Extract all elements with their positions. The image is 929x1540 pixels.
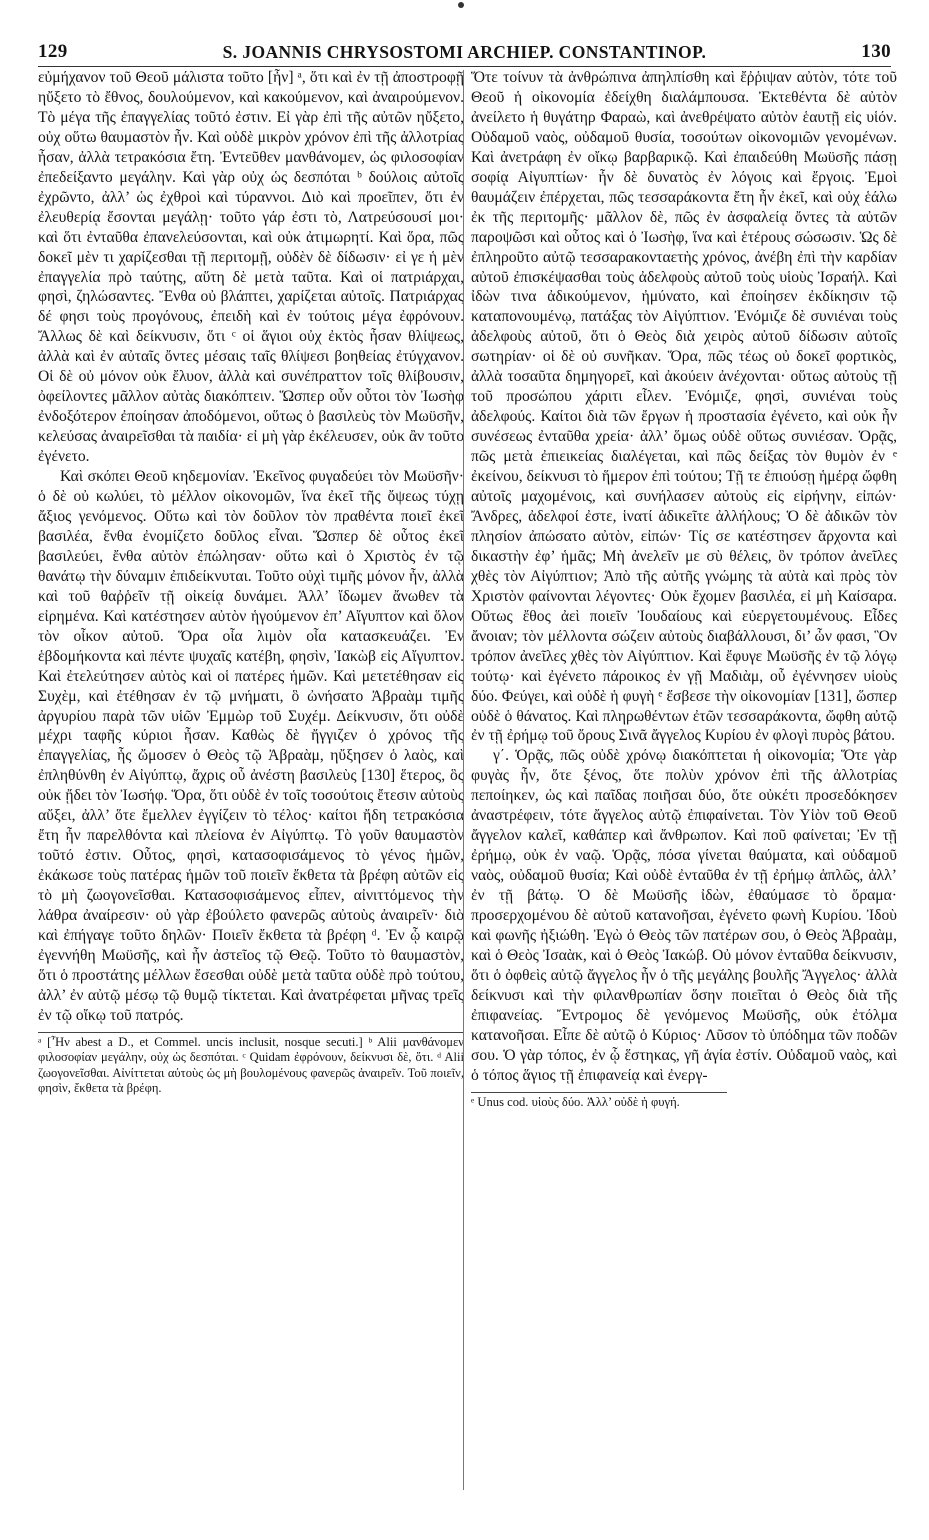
ink-dot xyxy=(458,2,464,8)
running-title: S. JOANNIS CHRYSOSTOMI ARCHIEP. CONSTANTINOP. xyxy=(222,41,707,62)
running-header xyxy=(38,38,891,66)
left-paragraph-1: εὐμήχανον τοῦ Θεοῦ μάλιστα τοῦτο [ἦν] ᵃ, ὅτι καὶ ἐν τῇ ἀποστροφῇ ηὔξετο τὸ ἔθνος, δουλούμενον, καὶ κακούμενον, καὶ ἀναιρούμενον. Τὸ μέγα τῆς ἐπαγγελίας τοῦτό ἐστιν. Εἰ γὰρ ἐπὶ τῆς αὐτῶν ηὔξετο, οὐχ οὕτω θαυμαστὸν ἦν. Καὶ οὐδὲ μικρὸν χρόνον ἐπὶ τῆς ἀλλοτρίας ἦσαν, ἀλλὰ τετρακόσια ἔτη. Ἐντεῦθεν μανθάνομεν, ὡς φιλοσοφίαν ἐπεδείξαντο μεγάλην. Καὶ γὰρ οὐχ ὡς δεσπόται ᵇ δούλοις αὐτοῖς ἐχρῶντο, ἀλλ’ ὡς ἐχθροὶ καὶ τύραννοι. Διὸ καὶ προεῖπεν, ὅτι ἐν ἐλευθερίᾳ ἔσονται μεγάλῃ· τοῦτο γάρ ἐστι τὸ, Λατρεύσουσί μοι· καὶ ὅτι ἐνταῦθα ἐπανελεύσονται, καὶ οὐκ ἀτιμωρητί. Καὶ ὅρα, πῶς δοκεῖ μὲν τι χαρίζεσθαι τῇ περιτομῇ, οὐδὲν δὲ δίδωσιν· εἰ γε ἡ μὲν ἐπαγγελία πρὸ ταύτης, αὕτη δὲ μετὰ ταῦτα. Καὶ οἱ πατριάρχαι, φησὶ, ζηλώσαντες. Ἔνθα οὐ βλάπτει, χαρίζεται αὐτοῖς. Πατριάρχας δέ φησι τοὺς προγόνους, ἐπειδὴ καὶ ἐν τούτοις μέγα ἐφρόνουν. Ἄλλως δὲ καὶ δείκνυσιν, ὅτι ᶜ οἱ ἅγιοι οὐχ ἐκτὸς ἦσαν θλίψεως, ἀλλὰ καὶ ἐν αὐταῖς ὄντες μέσαις ταῖς θλίψεσι βοηθείας ἐτύγχανον. Οἱ δὲ οὐ μόνον οὐκ ἔλυον, ἀλλὰ καὶ συνέπραττον τοῖς θλίβουσιν, ὀφείλοντες μᾶλλον αὐτὰς διακόπτειν. Ὥσπερ οὖν οὗτοι τὸν Ἰωσὴφ ἐνδοξότερον ἐποίησαν ἀποδόμενοι, οὕτως ὁ βασιλεὺς τὸν Μωϋσῆν, κελεύσας ἀναιρεῖσθαι τὰ παιδία· εἰ μὴ γὰρ ἐκέλευσεν, οὐκ ἂν τοῦτο ἐγένετο. xyxy=(38,69,464,466)
left-footnote-1: ᵃ [Ἦν abest a D., et Commel. uncis inclusit, nosque secuti.] ᵇ Alii μανθάνομεν φιλοσοφίαν μεγάλην, οὐχ ὡς δεσπόται. ᶜ Quidam ἐφρόνουν, δείκνυσι δὲ, ὅτι. ᵈ Alii ζωογονεῖσθαι. Αἰνίττεται αὐτοὺς ὡς μὴ βουλομένους φανερῶς ἀναιρεῖν. Τοῦ ποιεῖν, φησὶν, ἔκθετα τὰ βρέφη. xyxy=(38,1034,464,1096)
left-paragraph-2: Καὶ σκόπει Θεοῦ κηδεμονίαν. Ἐκεῖνος φυγαδεύει τὸν Μωϋσῆν· ὁ δὲ οὐ κωλύει, τὸ μέλλον οἰκονομῶν, ἵνα ἐκεῖ τῆς ὄψεως τύχῃ ἄξιος γενόμενος. Οὕτω καὶ τὸν δοῦλον τὸν πραθέντα ποιεῖ ἐκεῖ βασιλέα, ἔνθα ἐνομίζετο δοῦλος εἶναι. Ὥσπερ δὲ οὗτος ἐκεῖ βασιλεύει, ἔνθα αὐτὸν ἐπώλησαν· οὕτω καὶ ὁ Χριστὸς ἐν τῷ θανάτῳ τὴν δύναμιν ἐπιδείκνυται. Τοῦτο οὐχὶ τιμῆς μόνον ἦν, ἀλλὰ καὶ τοῦ θαῤῥεῖν τῇ οἰκείᾳ δυνάμει. Ἀλλ’ ἴδωμεν ἄνωθεν τὰ εἰρημένα. Καὶ κατέστησεν αὐτὸν ἡγούμενον ἐπ’ Αἴγυπτον καὶ ὅλον τὸν οἶκον αὐτοῦ. Ὅρα οἷα λιμὸν οἷα κατασκευάζει. Ἐν ἑβδομήκοντα καὶ πέντε ψυχαῖς κατέβη, φησὶν, Ἰακὼβ εἰς Αἴγυπτον. Καὶ ἐτελεύτησεν αὐτὸς καὶ οἱ πατέρες ἡμῶν. Καὶ μετετέθησαν εἰς Συχὲμ, καὶ ἐτέθησαν ἐν τῷ μνήματι, ὃ ὠνήσατο Ἀβραὰμ τιμῆς ἀργυρίου παρὰ τῶν υἱῶν Ἐμμὼρ τοῦ Συχέμ. Δείκνυσιν, ὅτι οὐδὲ μέχρι ταφῆς κύριοι ἦσαν. Καθὼς δὲ ἤγγιζεν ὁ χρόνος τῆς ἐπαγγελίας, ἧς ὤμοσεν ὁ Θεὸς τῷ Ἀβραὰμ, ηὔξησεν ὁ λαὸς, καὶ ἐπληθύνθη ἐν Αἰγύπτῳ, ἄχρις οὗ ἀνέστη βασιλεὺς [130] ἕτερος, ὃς οὐκ ᾔδει τὸν Ἰωσήφ. Ὅρα, ὅτι οὐδὲ ἐν τοῖς τοσούτοις ἔτεσιν αὐτοὺς αὔξει, ἀλλ’ ὅτε ἔμελλεν ἐγγίζειν τὸ τέλος· καίτοι ἤδη τετρακόσια ἔτη ἦν παρελθόντα καὶ πλείονα ἐν Αἰγύπτῳ. Τὸ γοῦν θαυμαστὸν τοῦτό ἐστιν. Οὗτος, φησὶ, κατασοφισάμενος τὸ γένος ἡμῶν, ἐκάκωσε τοὺς πατέρας ἡμῶν τοῦ ποιεῖν ἔκθετα τὰ βρέφη αὐτῶν εἰς τὸ μὴ ζωογονεῖσθαι. Κατασοφισάμενος εἶπεν, αἰνιττόμενος τὴν λάθρα ἀναίρεσιν· οὐ γὰρ ἐβούλετο φανερῶς αὐτοὺς ἀναιρεῖν· διὸ καὶ ἐπήγαγε τοῦτο δηλῶν· Ποιεῖν ἔκθετα τὰ βρέφη ᵈ. Ἐν ᾧ καιρῷ ἐγεννήθη Μωϋσῆς, καὶ ἦν ἀστεῖος τῷ Θεῷ. Τοῦτο τὸ θαυμαστὸν, ὅτι ὁ προστάτης μέλλων ἔσεσθαι οὐδὲ μετὰ ταῦτα οὐδὲ πρὸ τούτου, ἀλλ’ ἐν αὐτῷ μέσῳ τῷ θυμῷ τίκτεται. Καὶ ἀνατρέφεται μῆνας τρεῖς ἐν τῷ οἴκῳ τοῦ πατρός. xyxy=(38,468,464,1024)
right-column xyxy=(471,68,897,1110)
column-divider xyxy=(463,70,464,1490)
page-number-left: 129 xyxy=(38,41,68,62)
right-footnote-1: ᵉ Unus cod. υἱοὺς δύο. Ἀλλ’ οὐδὲ ἡ φυγή. xyxy=(471,1094,680,1109)
right-footnotes xyxy=(471,1092,727,1111)
right-paragraph-1: Ὅτε τοίνυν τὰ ἀνθρώπινα ἀπηλπίσθη καὶ ἔῤῥιψαν αὐτὸν, τότε τοῦ Θεοῦ ἡ οἰκονομία ἐδείχθη διαλάμπουσα. Ἐκτεθέντα δὲ αὐτὸν ἀνείλετο ἡ θυγάτηρ Φαραὼ, καὶ ἀνεθρέψατο αὐτὸν ἑαυτῇ εἰς υἱόν. Οὐδαμοῦ ναὸς, οὐδαμοῦ θυσία, τοσούτων οἰκονομιῶν γενομένων. Καὶ ἀνετράφη ἐν οἴκῳ βαρβαρικῷ. Καὶ ἐπαιδεύθη Μωϋσῆς πάσῃ σοφίᾳ Αἰγυπτίων· ἦν δὲ δυνατὸς ἐν λόγοις καὶ ἔργοις. Ἐμοὶ θαυμάζειν ἐπέρχεται, πῶς τεσσαράκοντα ἔτη ἦν ἐκεῖ, καὶ οὐχ ἑάλω ἐκ τῆς περιτομῆς· μᾶλλον δὲ, πῶς ἐν ἀσφαλείᾳ ὄντες τὰ αὐτῶν παροψῶσι καὶ οὗτος καὶ ὁ Ἰωσὴφ, ἵνα καὶ ἑτέρους σώσωσιν. Ὡς δὲ ἐπληροῦτο αὐτῷ τεσσαρακονταετὴς χρόνος, ἀνέβη ἐπὶ τὴν καρδίαν αὐτοῦ ἐπισκέψασθαι τοὺς ἀδελφοὺς αὐτοῦ τοὺς υἱοὺς Ἰσραήλ. Καὶ ἰδὼν τινα ἀδικούμενον, ἠμύνατο, καὶ ἐποίησεν ἐκδίκησιν τῷ καταπονουμένῳ, πατάξας τὸν Αἰγύπτιον. Ἐνόμιζε δὲ συνιέναι τοὺς ἀδελφοὺς αὐτοῦ, ὅτι ὁ Θεὸς διὰ χειρὸς αὐτοῦ δίδωσιν αὐτοῖς σωτηρίαν· οἱ δὲ οὐ συνῆκαν. Ὅρα, πῶς τέως οὐ δοκεῖ φορτικὸς, ἀλλὰ τοσαῦτα δημηγορεῖ, καὶ ἀκούειν ἀνέχονται· οὕτως αὐτοὺς τῇ τοῦ προσώπου χάριτι εἷλεν. Ἐνόμιζε, φησὶ, συνιέναι τοὺς ἀδελφούς. Καίτοι διὰ τῶν ἔργων ἡ προστασία ἐγένετο, καὶ οὐκ ἦν συνέσεως ἐνταῦθα χρεία· ἀλλ’ ὅμως οὐδὲ οὕτως συνιέσαν. Ὁρᾷς, πῶς μετὰ ἐπιεικείας διαλέγεται, καὶ πῶς δείξας τὸν θυμὸν ἐν ᵉ ἐκείνου, δείκνυσι τὸ ἥμερον ἐπὶ τούτου; Τῇ τε ἐπιούσῃ ἡμέρᾳ ὤφθη αὐτοῖς μαχομένοις, καὶ συνήλασεν αὐτοὺς εἰς εἰρήνην, εἰπών· Ἄνδρες, ἀδελφοί ἐστε, ἱνατί ἀδικεῖτε ἀλλήλους; Ὁ δὲ ἀδικῶν τὸν πλησίον ἀπώσατο αὐτὸν, εἰπών· Τίς σε κατέστησεν ἄρχοντα καὶ δικαστὴν ἐφ’ ἡμᾶς; Μὴ ἀνελεῖν με σὺ θέλεις, ὃν τρόπον ἀνεῖλες χθὲς τὸν Αἰγύπτιον; Ἀπὸ τῆς αὐτῆς γνώμης τὰ αὐτὰ καὶ πρὸς τὸν Χριστὸν φαίνονται λέγοντες· Οὐκ ἔχομεν βασιλέα, εἰ μὴ Καίσαρα. Οὕτως ἔθος ἀεὶ ποιεῖν Ἰουδαίους καὶ εὐεργετουμένους. Εἶδες ἄνοιαν; τὸν μέλλοντα σώζειν αὐτοὺς διαβάλλουσι, δι’ ὧν φασι, Ὃν τρόπον ἀνεῖλες χθὲς τὸν Αἰγύπτιον. Καὶ ἔφυγε Μωϋσῆς ἐν τῷ λόγῳ τούτῳ· καὶ ἐγένετο πάροικος ἐν γῇ Μαδιὰμ, οὗ ἐγέννησεν υἱοὺς δύο. Φεύγει, καὶ οὐδὲ ἡ φυγὴ ᵉ ἔσβεσε τὴν οἰκονομίαν [131], ὥσπερ οὐδὲ ὁ θάνατος. Καὶ πληρωθέντων ἐτῶν τεσσαράκοντα, ὤφθη αὐτῷ ἐν τῇ ἐρήμῳ τοῦ ὄρους Σινᾶ ἄγγελος Κυρίου ἐν φλογὶ πυρὸς βάτου. xyxy=(471,69,897,745)
left-footnotes xyxy=(38,1032,464,1097)
header-rule xyxy=(38,66,891,67)
right-paragraph-2: γ΄. Ὁρᾷς, πῶς οὐδὲ χρόνῳ διακόπτεται ἡ οἰκονομία; Ὅτε γὰρ φυγὰς ἦν, ὅτε ξένος, ὅτε πολὺν χρόνον ἐπὶ τῆς ἀλλοτρίας πεποίηκεν, ὡς καὶ παῖδας ποιῆσαι δύο, ὅτε οὐκέτι προσεδόκησεν ἀναστρέφειν, τότε ἄγγελος αὐτῷ ἐπιφαίνεται. Τὸν Υἱὸν τοῦ Θεοῦ ἄγγελον καλεῖ, καθάπερ καὶ ἄνθρωπον. Καὶ ποῦ φαίνεται; Ἐν τῇ ἐρήμῳ, οὐκ ἐν ναῷ. Ὁρᾷς, πόσα γίνεται θαύματα, καὶ οὐδαμοῦ ναὸς, οὐδαμοῦ θυσία; Καὶ οὐδὲ ἐνταῦθα ἐν τῇ ἐρήμῳ ἁπλῶς, ἀλλ’ ἐν τῇ βάτῳ. Ὁ δὲ Μωϋσῆς ἰδὼν, ἐθαύμασε τὸ ὅραμα· προσερχομένου δὲ αὐτοῦ κατανοῆσαι, ἐγένετο φωνὴ Κυρίου. Ἰδοὺ καὶ φωνῆς ἠξιώθη. Ἐγὼ ὁ Θεὸς τῶν πατέρων σου, ὁ Θεὸς Ἀβραὰμ, καὶ ὁ Θεὸς Ἰσαὰκ, καὶ ὁ Θεὸς Ἰακώβ. Οὐ μόνον ἐνταῦθα δείκνυσιν, ὅτι ὁ ὀφθεὶς αὐτῷ ἄγγελος ἦν ὁ τῆς μεγάλης βουλῆς Ἄγγελος· ἀλλὰ δείκνυσι καὶ τὴν φιλανθρωπίαν ὅσην ποιεῖται ὁ Θεὸς διὰ τῆς ἐπιφανείας. Ἔντρομος δὲ γενόμενος Μωϋσῆς, οὐκ ἐτόλμα κατανοῆσαι. Εἶπε δὲ αὐτῷ ὁ Κύριος· Λῦσον τὸ ὑπόδημα τῶν ποδῶν σου. Ὁ γὰρ τόπος, ἐν ᾧ ἕστηκας, γῆ ἁγία ἐστίν. Οὐδαμοῦ ναὸς, καὶ ὁ τόπος ἅγιος τῇ ἐπιφανείᾳ καὶ ἐνεργ- xyxy=(471,747,897,1084)
left-column xyxy=(38,68,464,1097)
page-number-right: 130 xyxy=(861,41,891,62)
